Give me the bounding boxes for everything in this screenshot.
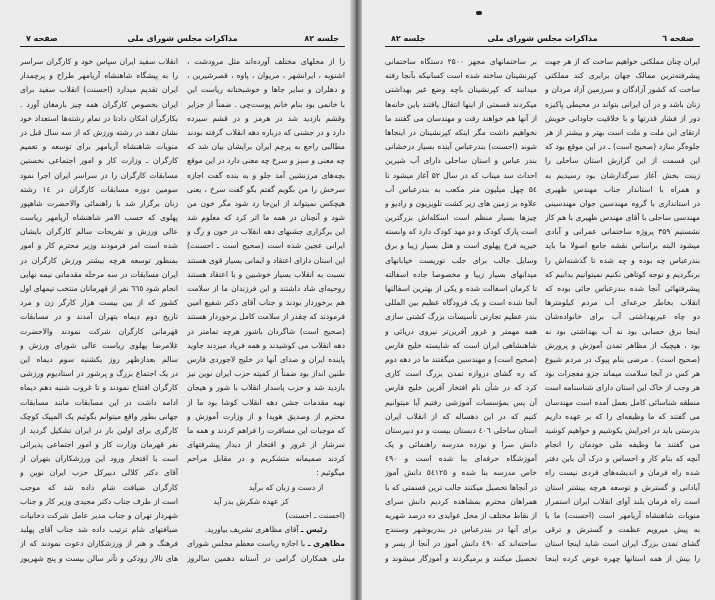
text-line: این برگزاری جشنهای دهه انقلاب در خون و رگ و: [187, 227, 345, 237]
text-line: شاهنشاهی ایران است که شایسته خلیج فارس: [385, 340, 537, 350]
text-line: آقای دکتر کلالی دبیرکل حزب ایران نوین و: [20, 468, 178, 478]
text-line: کنیم که در این دهساله که از انقلاب ایران: [385, 411, 537, 421]
right-page-header: [385, 34, 700, 47]
text-line: از آنها هم خواهند رفت و مهندسان می گفتند ما: [385, 113, 537, 123]
text-line: بازدید شد و حزب پاسدار انقلاب با شور و هیجان: [187, 383, 345, 393]
text-line: میکردند قسمتی از اینها انتقال یافتند باین خانه‌ها: [385, 99, 537, 109]
text-line: دور از فشار قدرتها و با خلاقیت جاودانی خویش: [545, 113, 700, 123]
text-line: خیریه فرح پهلوی است و هتل بسیار زیبا و برق: [385, 241, 537, 251]
text-line: ملی همکاران گرامی در آستانه دهمین سالروز: [187, 553, 345, 563]
text-line: عالی ورزش و تفریحات سالم کارگران بایشان: [20, 227, 178, 237]
text-column-left-page-second: [20, 55, 178, 566]
text-line: پهلوی که حسب الامر شاهنشاه آریامهر ریاست: [20, 213, 178, 223]
text-line: هر کس در آنجا سلامت میماند جزو معجزات بود: [545, 369, 700, 379]
text-line: میدانند که کپرنشینان باچه وضع غیر بهداشتی: [385, 85, 537, 95]
text-line: بچه‌های مرزنشین آمد جلو و به بنده گفت اجازه: [187, 170, 345, 180]
text-line: زنان باشد و در آن ایرانی بتواند در محیطی پاکیزه: [545, 99, 700, 109]
text-line: مطالبی راجع به پرچم ایران برایشان بیان شد که: [187, 142, 345, 152]
text-line: کارگران ـ وزارت کار و امور اجتماعی نخستین: [20, 156, 178, 166]
text-line: کرد که در شأن نام افتخار آفرین خلیج فارس: [385, 383, 537, 393]
page-number: صفحه ۷: [26, 34, 58, 43]
text-line: در آنجاها تحصیل میکنند جالب ترین قسمتی که با: [385, 482, 537, 492]
running-title: مذاکرات مجلس شورای ملی: [127, 34, 238, 43]
text-line: بندرعباس چه بوده و چه شده تا گذشته‌اش را: [545, 255, 700, 265]
text-line: دهه انقلاب می کوشیدند و همه فریاد میزدند جاوید: [187, 340, 345, 350]
text-line: می گفتند که ما وظیفه‌ای را که بر عهده داریم: [545, 411, 700, 421]
text-line: کردند صمیمانه متشکریم و در مقابل مراحم: [187, 454, 345, 464]
text-line: نخواهیم داشت مگر اینکه کپرنشینان در اینجاها: [385, 127, 537, 137]
speaker-name: رئیس ـ: [300, 525, 328, 535]
text-line: است با افتخار ورود این ورزشکاران بتهران از: [20, 454, 178, 464]
text-line: که موجبات این مسافرت را فراهم کردند و همه ما: [187, 425, 345, 435]
text-line: این استان دارای اعتقاد و ایمانی بسیار قوی هستند: [187, 255, 345, 265]
text-line: زنان برگزار شد با راهنمائی والاحضرت شاهپور: [20, 198, 178, 208]
text-line: پیشرفتهائی آنجا شده بندرعباس جائی بوده که: [545, 284, 700, 293]
text-line: نفر قهرمان وزارت کار و امور اجتماعی پذیرائی: [20, 440, 178, 450]
text-line: فرمودند که چقدر از سلامت کامل برخوردار هستند: [187, 312, 345, 322]
text-line: آنچه که بنام کار و احساس و درک آن باین دفتر: [545, 454, 700, 464]
text-line: آموزشگاه حرفه‌ای بنا شده است و ٤٩٠: [385, 454, 537, 464]
text-line: برای آنها در بندرعباس در بندربوشهر وسنندج: [385, 525, 537, 535]
text-line: طنین انداز بود ضمناً از کمیته حزب ایران نوین نیز: [187, 369, 345, 379]
text-line: روحیه‌ای شاد داشتند و این فرزندان ما از سلامت: [187, 284, 345, 293]
text-line: تاریخ دوم دیماه بتهران آمدند و در مسابقات: [20, 312, 178, 322]
text-line: ارتقای این ملت و ملت است بهتر و بیشتر از هر: [545, 127, 700, 137]
text-line: مهندسی ساحلی با آقای مهندس ظهیری با هم کار: [545, 213, 700, 223]
text-line: مسابقات کارگران را در سراسر ایران اجرا نمود: [20, 170, 178, 180]
text-line: محترم از وصدیق هویدا و از وزارت آموزش و: [187, 411, 345, 421]
text-line: اینجا برق حسابی بود نه آب بهداشتی بود نه: [545, 326, 700, 336]
page-number: صفحه ٦: [662, 34, 694, 43]
session-number: جلسه ۸۲: [304, 34, 339, 43]
text-line: را از محلهای مختلف آورده‌اند مثل مرودشت ،: [187, 57, 345, 66]
text-line: بندر عباس و استان ساحلی دارای آب شیرین: [385, 156, 537, 166]
text-line: چیزها بسیار منظم است اسکله‌اش بزرگترین: [385, 213, 537, 223]
text-line: با خانمی بود بنام خانم پوست‌چی . ضمناً از جزایر: [187, 99, 345, 109]
text-line: تحصیل میکنند و برمیگردند و آموزگار میشوند و: [385, 553, 537, 563]
text-line: غلامرضا پهلوی ریاست عالی شورای ورزش و: [20, 340, 178, 350]
text-line: در استانداری با گروه مهندسین جوان مهندسینی: [545, 198, 700, 208]
text-line: می گفتند ما وظیفه ملی خودمان را انجام: [545, 440, 700, 450]
speech-text: آقای مظاهری تشریف بیاورید.: [204, 525, 299, 535]
text-line: بکارگران امکان دادتا در تمام رشته‌ها استعداد خود: [20, 113, 178, 123]
text-line: را بیش از همه استانها چهره عوض کرده اینجا: [545, 553, 700, 563]
text-line: ضیافتهای شام ترتیب داده شد جناب آقای پهلبد: [20, 525, 178, 535]
text-line: گشای تمدن بزرگ ایران است شاید اینجا استان: [545, 539, 700, 549]
text-line: هم برخوردار بودند و جناب آقای دکتر شفیع امین: [187, 298, 345, 308]
text-line: چه معنی و سبز و سرخ چه معنی دارد در این موقع: [187, 156, 345, 166]
text-line: این قسمت از این گزارش استان ساحلی را: [545, 156, 700, 166]
text-line: ایرانی عجین شده است (صحیح است ـ احسنت): [187, 241, 345, 251]
poem-verse: از دست و زبان که برآید: [248, 482, 324, 492]
text-line: جلوه‌گر سازد (صحیح است) ـ در این موقع بود که: [545, 142, 700, 152]
text-line: منویات شاهنشاه آریامهر است (احسنت) ما با: [545, 511, 700, 520]
text-line: بندر عظیم تجارتی تأسیسات بزرگ کشتی سازی: [385, 312, 537, 322]
text-line: آنجا شده است و یک فرودگاه عظیم بین المللی: [385, 298, 537, 308]
text-line: انقلاب سفید ایران سپاس خود و کارگران سراسر: [20, 57, 178, 66]
text-line: انقلاب بخاطر جرعه‌ای آب مردم کیلومترها: [545, 298, 700, 308]
text-line: ۵٤ چهل میلیون متر مکعب به بندرعباس آب: [385, 184, 537, 194]
text-line: است پارک کودک و دو مهد کودک دارد که وابسته: [385, 227, 537, 237]
text-line: را به پیشگاه شاهنشاه آریامهر طراح و پرچمدار: [20, 71, 178, 81]
text-line: وسایل جالب برای جلب توریست خیابانهای: [385, 255, 537, 265]
text-line: اشنویه ، ایرانشهر ، مریوان ، پاوه ، قصرشیرین ،: [187, 71, 345, 81]
text-line: کشور که از بین بیست هزار کارگر زن و مرد: [20, 298, 178, 308]
speech-text: با اجازه ریاست معظم مجلس شورای: [187, 539, 306, 549]
text-line: آن پس بمؤسسات آموزشی رفتیم آیا میتوانیم: [385, 397, 537, 407]
text-line: ادامه داشت در این مسابقات مانند مسابقات: [20, 397, 178, 407]
text-line: شده راه فرمان و اندیشه‌های فردی نیست راه: [545, 468, 700, 478]
text-line: همه مهمتر و غرور آفرین‌تر نیروی دریائی و: [385, 326, 537, 336]
text-line: هیچکس نمیتواند از این‌جا رد شود مگر خون من: [187, 198, 345, 208]
text-line: ساخته‌اند که ٤٩٠ دانش آموز در آنجا از پسر و: [385, 539, 537, 549]
text-line: احداث سد میناب که در سال ۵۲ آغاز میشود تا: [385, 170, 537, 180]
text-line: منویات شاهنشاه آریامهر برای توسعه و تعمیم: [20, 142, 178, 152]
poem-verse: کز عهده شکرش بدر آید: [213, 496, 289, 506]
text-line: فرهنگ و هنر از ورزشکاران دعوت نمودند که از: [20, 539, 178, 549]
text-line: پاینده ایران و صدای آنها در خلیج لاجوردی فارس: [187, 354, 345, 364]
text-line: جهانی بطور واقع میتوانم بگوئیم یک المپیک کوچک: [20, 411, 178, 421]
text-line: و دهلران و سایر جاها و خوشبختانه ریاست این: [187, 85, 345, 95]
text-line: بر ساختمانهای مجهز ۲۵۰۰ دستگاه ساختمانی: [385, 57, 537, 66]
text-line: شده است امر فرمودند وزیر محترم کار و امور: [20, 241, 178, 251]
text-line: ایران بخصوص کارگران همه چیز بارمغان آورد .: [20, 99, 178, 109]
text-line: کارگران افتتاح نمودند و تا غروب شنبه دهم دیماه: [20, 383, 178, 393]
text-line: نشستیم ۳۵۹ پروژه ساختمانی عمرانی و آبادی: [545, 227, 700, 237]
text-line: از نقاط مختلف از محل عوایدی ده درصد شهریه: [385, 511, 537, 520]
text-line: شود و آنچنان در همه ما اثر کرد که معلوم شد: [187, 213, 345, 223]
text-line: است از طرف جناب دکتر مجیدی وزیر کار و جناب: [20, 496, 178, 506]
text-line: شوند (احسنت) بندرعباس آینده بسیار درخشانی: [385, 142, 537, 152]
text-line: (صحیح است) و مهندسین میگفتند ما در دهه دوم: [385, 354, 537, 364]
text-line: کارگری برای اولین بار در ایران تشکیل گردید از: [20, 425, 178, 435]
text-line: کارگران ضیافت شام داده شد که موجب: [20, 482, 178, 492]
text-line: ایران مسابقات در سه مرحله مقدماتی نیمه نهایی: [20, 269, 178, 279]
text-line: (صحیح است) شاگردان باشور هرچه تمامتر در: [187, 326, 345, 336]
text-line: بمنظور توسعه هرچه بیشتر ورزش کارگران در: [20, 255, 178, 265]
text-line: سرخش را من بگویم گفتم بگو گفت سرخ ، یعنی: [187, 184, 345, 194]
text-line: دانش سرا و نوزده مدرسه راهنمائی و یک: [385, 440, 537, 450]
text-line: سرشار از غرور و افتخار از دیدار پیشرفتهای: [187, 440, 345, 450]
text-line: وقشم بازدید شد در هرمز و در قشم سیزده: [187, 113, 345, 123]
text-line: ایران تقدیم میدارد (احسنت) انقلاب سفید برای: [20, 85, 178, 95]
text-line: تهیه مقدمات جشن دهه انقلاب کوشا بود ما از: [187, 397, 345, 407]
text-line: شهردار تهران و جناب مدیر عامل شرکت دخانیات: [20, 511, 178, 520]
text-line: به پیش میرویم عظمت و گسترش و ترقی: [545, 525, 700, 535]
text-line: میگوئیم :: [316, 468, 345, 478]
text-line: انجام شود ٦٦٥ نفر از قهرمانان منتخب تیمهای اول: [20, 284, 178, 293]
text-line: استان ساحلی ٤٠٦ دبستان بیست و دو دبیرستان: [385, 425, 537, 435]
left-page-header: [20, 34, 345, 47]
text-line: نسبت به انقلاب بسیار خوشبین و با اعتقاد هستند: [187, 269, 345, 279]
text-line: علاوه بر زمین های زیر کشت تلویزیون و رادیو و: [385, 198, 537, 208]
text-line: پیشرفته‌ترین ممالک جهان برابری کند مملکتی: [545, 71, 700, 81]
text-line: هر وجب از خاک این استان دارای شناسنامه است: [545, 383, 700, 393]
text-line: قهرمانی کارگران شرکت نمودند والاحضرت: [20, 326, 178, 336]
book-gutter: [350, 0, 362, 600]
running-title: مذاکرات مجلس شورای ملی: [487, 34, 598, 43]
text-line: بدرستی باید در اجرایش بکوشیم و خواهیم کوشید: [545, 425, 700, 435]
text-line: و همراه با استاندار جناب مهندس ظهیری: [545, 184, 700, 194]
text-line: برنگردیم و توجه کوتاهی نکنیم نمیتوانیم بدانیم که: [545, 269, 700, 279]
text-line: دو چاه غیربهداشتی آب برای خانواده‌شان: [545, 312, 700, 322]
text-line: میدانهای بسیار زیبا و مخصوصا جاده اسفالته: [385, 269, 537, 279]
text-line: ساخت که کشور آزادگان و سرزمین آزاد مردان و: [545, 85, 700, 95]
session-number: جلسه ۸۲: [391, 34, 426, 43]
text-line: تا کرمان اسفالت شده و یکی از بهترین اسفالتها: [385, 284, 537, 293]
speaker-line: [187, 537, 345, 551]
text-line: دارد و در جشنی که درباره دهه انقلاب گرفته بودند: [187, 127, 345, 137]
text-line: نشان دهند در رشته ورزش که از سه سال قبل در: [20, 127, 178, 137]
text-line: در یک اجتماع بزرگ و پرشور در استادیوم ورزشی: [20, 369, 178, 379]
text-line: های تالار رودکی و تآتر سالن بیست و پنج شهریور: [20, 553, 178, 563]
applause-note: (احسنت ـ احسنت): [285, 511, 345, 520]
speaker-line: [187, 523, 345, 537]
text-line: ایران چنان مملکتی خواهیم ساخت که از هر جهت: [545, 57, 700, 66]
text-column-right-page-second: [385, 55, 537, 566]
text-line: آبادانی و گسترش و توسعه هرچه بیشتر استان: [545, 482, 700, 492]
text-line: زینت بخش آغاز سرگذارشان بود رسیدیم به: [545, 170, 700, 180]
text-line: میشود البته براساس نقشه جامع اصولا ما باید: [545, 241, 700, 251]
text-line: منطقه شناسائی کامل بعمل آمده است مهندسان: [545, 397, 700, 407]
text-line: است راه فرمان بلند آوای انقلاب ایران استمرار: [545, 496, 700, 506]
text-line: خاص مدرسه بنا شده و ٥٤١٢٥ دانش آموز: [385, 468, 537, 478]
text-line: سومین دوره مسابقات کارگران در ۱٤ رشته: [20, 184, 178, 194]
text-line: همراهان محترم بمشاهده کردیم دانش سرای: [385, 496, 537, 506]
text-line: کپرنشینان ساخته شده است کسانیکه بآنجا رفته: [385, 71, 537, 81]
speaker-name: مظاهری ـ: [307, 539, 345, 549]
text-line: بود ، هیچیک از مظاهر تمدن آموزش و پرورش: [545, 340, 700, 350]
text-line: سالم بعدازظهر روز یکشنبه سوم دیماه این: [20, 354, 178, 364]
text-column-left-page-first: [187, 55, 345, 566]
text-line: که ره گشای دروازه تمدن بزرگ است کاری: [385, 369, 537, 379]
text-line: (صحیح است) . مرضی بنام پیوک در مردم شیوع: [545, 354, 700, 364]
text-column-right-page-first: [545, 55, 700, 566]
scan-speck: [476, 11, 482, 15]
